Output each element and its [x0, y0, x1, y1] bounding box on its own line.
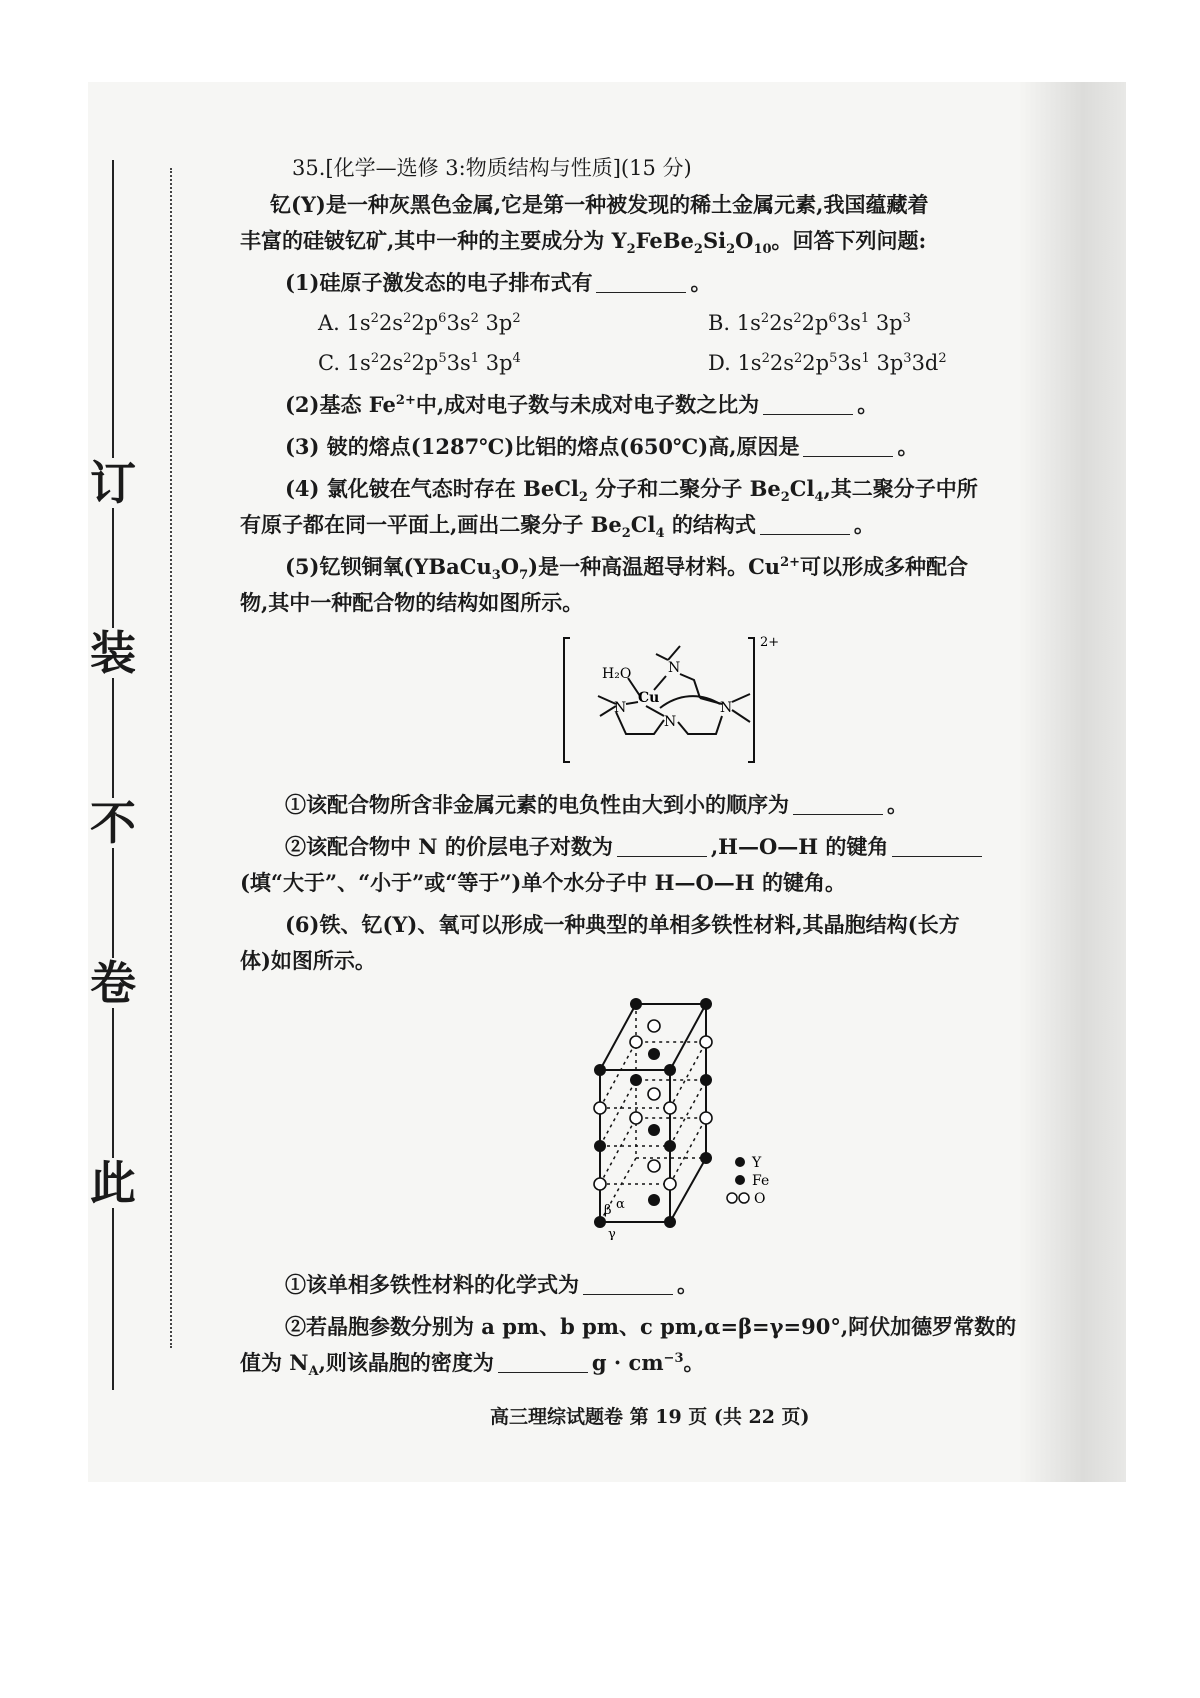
q5-2-answer-blank-1[interactable]	[617, 836, 707, 857]
binding-char-4: 装	[90, 626, 136, 680]
q5-sub-1: ①该配合物所含非金属元素的电负性由大到小的顺序为 。	[285, 792, 908, 817]
angle-alpha: α	[616, 1197, 625, 1212]
q5-sub-2-line-2: (填“大于”、“小于”或“等于”)单个水分子中 H—O—H 的键角。	[240, 870, 846, 895]
q5-1-answer-blank[interactable]	[793, 794, 883, 815]
binding-char-2: 卷	[90, 956, 136, 1010]
copper-complex-figure	[560, 630, 800, 770]
q1-text: (1)硅原子激发态的电子排布式有 。	[285, 270, 712, 295]
binding-dotted-line	[170, 168, 172, 1348]
intro-line-2: 丰富的硅铍钇矿,其中一种的主要成分为 $Y_2FeBe_2Si_2O_{10}$。回答下列问题:	[240, 228, 927, 258]
n-label-top: N	[668, 660, 681, 676]
q1-option-c: C. $1s^22s^22p^53s^1$ $3p^4$	[318, 351, 521, 375]
n-label-left: N	[614, 700, 627, 716]
q5-sub-2-line-1: ②该配合物中 N 的价层电子对数为 ,H—O—H 的键角	[285, 832, 986, 862]
q6-sub-2-line-1: ②若晶胞参数分别为 a pm、b pm、c pm,α=β=γ=90°,阿伏加德罗常数的	[285, 1314, 1017, 1339]
q6-1-answer-blank[interactable]	[583, 1274, 673, 1295]
q6-sub-2-line-2: 值为 $N_A$,则该晶胞的密度为 $g \cdot cm^{-3}$。	[240, 1350, 705, 1380]
q6-text-line-2: 体)如图所示。	[240, 948, 376, 973]
q5-2-answer-blank-2[interactable]	[892, 836, 982, 857]
legend-fe: Fe	[752, 1173, 770, 1189]
charge-label: 2+	[760, 635, 780, 650]
q6-text-line-1: (6)铁、钇(Y)、氧可以形成一种典型的单相多铁性材料,其晶胞结构(长方	[285, 912, 960, 937]
q1-answer-blank[interactable]	[596, 272, 686, 293]
question-header: 35.[化学—选修 3:物质结构与性质](15 分)	[292, 156, 692, 180]
q3-text: (3) 铍的熔点(1287℃)比铝的熔点(650℃)高,原因是 。	[285, 434, 919, 459]
q1-option-d: D. $1s^22s^22p^53s^1$ $3p^33d^2$	[708, 351, 947, 375]
q4-answer-blank[interactable]	[760, 514, 850, 535]
n-label-bottom: N	[664, 714, 677, 730]
q1-option-a: A. $1s^22s^22p^63s^2$ $3p^2$	[318, 311, 521, 335]
q1-option-b: B. $1s^22s^22p^63s^1$ $3p^3$	[708, 311, 911, 335]
page-footer: 高三理综试题卷 第 19 页 (共 22 页)	[490, 1406, 810, 1428]
left-bracket	[564, 638, 570, 762]
q4-text-line-1: (4) 氯化铍在气态时存在 BeCl$_2$ 分子和二聚分子 $Be_2Cl_4$,其二聚分子中所	[285, 476, 978, 506]
crystal-cell-figure	[580, 990, 780, 1240]
binding-char-5: 订	[90, 456, 136, 510]
n-label-right: N	[720, 700, 733, 716]
q2-answer-blank[interactable]	[763, 394, 853, 415]
q3-answer-blank[interactable]	[803, 436, 893, 457]
intro-line-1: 钇(Y)是一种灰黑色金属,它是第一种被发现的稀土金属元素,我国蕴藏着	[270, 192, 929, 217]
angle-gamma: γ	[608, 1227, 616, 1240]
angle-beta: β	[604, 1203, 612, 1218]
q4-text-line-2: 有原子都在同一平面上,画出二聚分子 $Be_2Cl_4$ 的结构式 。	[240, 512, 875, 542]
q6-sub-1: ①该单相多铁性材料的化学式为 。	[285, 1272, 698, 1297]
cu-label: Cu	[638, 690, 660, 706]
legend-y: Y	[752, 1155, 762, 1171]
q6-2-answer-blank[interactable]	[498, 1352, 588, 1373]
q5-text-line-2: 物,其中一种配合物的结构如图所示。	[240, 590, 584, 615]
right-bracket	[748, 638, 754, 762]
binding-char-3: 不	[90, 796, 136, 850]
page-shadow	[1018, 82, 1126, 1482]
binding-char-1: 此	[90, 1156, 136, 1210]
legend-o: O	[754, 1191, 766, 1207]
q2-text: (2)基态 $Fe^{2+}$中,成对电子数与未成对电子数之比为 。	[285, 392, 879, 417]
h2o-label: H₂O	[602, 666, 632, 682]
q5-text-line-1: (5)钇钡铜氧$(YBaCu_3O_7)$是一种高温超导材料。$Cu^{2+}$可以形成多种配合	[285, 554, 969, 584]
